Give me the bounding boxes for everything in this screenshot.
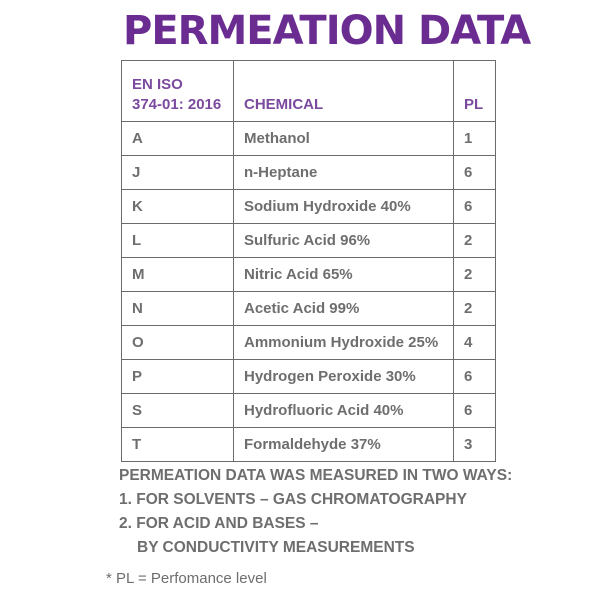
row-chemical: Ammonium Hydroxide 25% [234, 326, 454, 360]
notes-line-intro: PERMEATION DATA WAS MEASURED IN TWO WAYS: [119, 467, 513, 484]
table-row [122, 122, 496, 156]
chemical-column-header: CHEMICAL [234, 61, 454, 122]
measurement-notes [119, 464, 512, 560]
row-code: N [122, 292, 234, 326]
row-pl: 3 [454, 428, 496, 462]
row-pl: 2 [454, 292, 496, 326]
row-code: O [122, 326, 234, 360]
row-pl: 6 [454, 156, 496, 190]
pl-column-header: PL [454, 61, 496, 122]
notes-line-conductivity: BY CONDUCTIVITY MEASUREMENTS [137, 539, 415, 556]
row-pl: 1 [454, 122, 496, 156]
table-header-row [122, 61, 496, 122]
row-chemical: Hydrogen Peroxide 30% [234, 360, 454, 394]
standard-header-line2: 374-01: 2016 [132, 96, 222, 113]
standard-header-line1: EN ISO [132, 76, 183, 93]
row-pl: 6 [454, 394, 496, 428]
table-row [122, 326, 496, 360]
table-row [122, 190, 496, 224]
row-pl: 6 [454, 190, 496, 224]
row-chemical: n-Heptane [234, 156, 454, 190]
row-pl: 4 [454, 326, 496, 360]
row-chemical: Hydrofluoric Acid 40% [234, 394, 454, 428]
row-code: A [122, 122, 234, 156]
row-chemical: Sodium Hydroxide 40% [234, 190, 454, 224]
row-chemical: Acetic Acid 99% [234, 292, 454, 326]
table-row [122, 360, 496, 394]
row-code: J [122, 156, 234, 190]
row-code: P [122, 360, 234, 394]
row-code: T [122, 428, 234, 462]
row-chemical: Nitric Acid 65% [234, 258, 454, 292]
row-chemical: Formaldehyde 37% [234, 428, 454, 462]
table-row [122, 224, 496, 258]
row-chemical: Methanol [234, 122, 454, 156]
table-row [122, 258, 496, 292]
table-row [122, 394, 496, 428]
table-row [122, 428, 496, 462]
row-code: M [122, 258, 234, 292]
row-chemical: Sulfuric Acid 96% [234, 224, 454, 258]
page-title: PERMEATION DATA [123, 8, 531, 54]
row-pl: 6 [454, 360, 496, 394]
permeation-table [121, 60, 496, 462]
notes-line-acids: 2. FOR ACID AND BASES – [119, 515, 319, 532]
row-code: K [122, 190, 234, 224]
pl-footnote: * PL = Perfomance level [106, 570, 267, 587]
row-code: S [122, 394, 234, 428]
row-pl: 2 [454, 224, 496, 258]
standard-column-header [122, 61, 234, 122]
row-pl: 2 [454, 258, 496, 292]
row-code: L [122, 224, 234, 258]
notes-line-solvents: 1. FOR SOLVENTS – GAS CHROMATOGRAPHY [119, 491, 467, 508]
table-row [122, 156, 496, 190]
table-row [122, 292, 496, 326]
